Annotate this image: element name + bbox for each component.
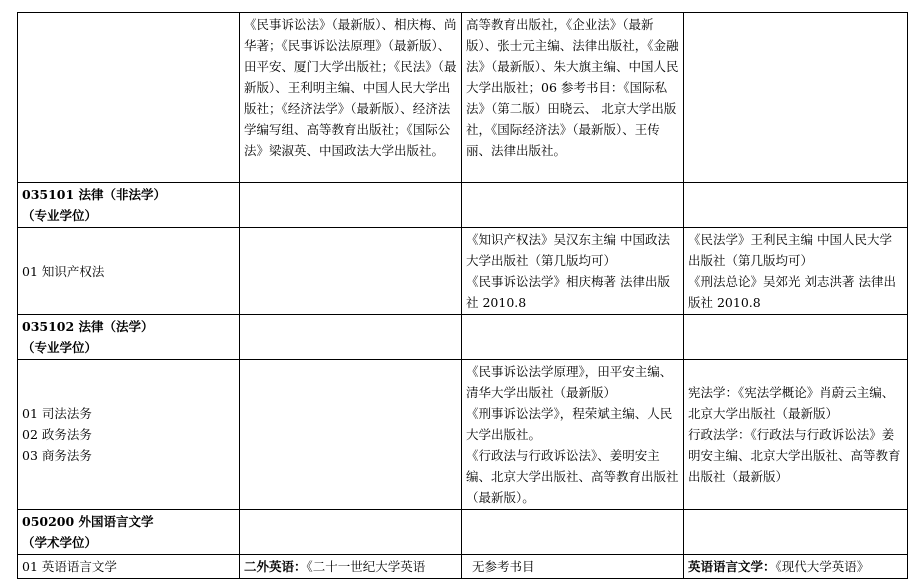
reference-entry: 宪法学：《宪法学概论》肖蔚云主编、北京大学出版社（最新版） (688, 385, 895, 421)
reference-cell (684, 228, 908, 315)
reference-cell (462, 228, 684, 315)
table-row (18, 183, 908, 228)
table-row (18, 360, 908, 510)
direction-item: 03 商务法务 (22, 448, 92, 463)
major-code: 035101 法律（非法学） (22, 187, 167, 202)
research-direction: 01 英语语言文学 (18, 555, 240, 579)
reference-entry: 《民法学》王利民主编 中国人民大学出版社（第几版均可） (688, 232, 892, 268)
reference-entry: 行政法学：《行政法与行政诉讼法》姜明安主编、北京大学出版社、高等教育出版社（最新版） (688, 427, 901, 484)
major-cell (18, 183, 240, 228)
major-code: 035102 法律（法学） (22, 319, 154, 334)
major-cell (18, 13, 240, 183)
table-row (18, 315, 908, 360)
reference-entry: 《行政法与行政诉讼法》、姜明安主编、北京大学出版社、高等教育出版社（最新版）。 (466, 448, 679, 505)
table-row (18, 228, 908, 315)
research-direction (18, 360, 240, 510)
major-code: 050200 外国语言文学 (22, 514, 154, 529)
reference-entry: 《民事诉讼法学原理》，田平安主编、清华大学出版社（最新版） (466, 364, 673, 400)
reference-cell: 无参考书目 (462, 555, 684, 579)
research-direction: 01 知识产权法 (18, 228, 240, 315)
reference-entry: 《二十一世纪大学英语 (306, 559, 426, 574)
table-row (18, 510, 908, 555)
table-row (18, 555, 908, 579)
major-cell (18, 315, 240, 360)
table-row (18, 13, 908, 183)
reference-entry: 《刑法总论》吴郊光 刘志洪著 法律出版社 2010.8 (688, 274, 896, 310)
reference-cell (684, 555, 908, 579)
reference-entry: 《民事诉讼法学》相庆梅著 法律出版社 2010.8 (466, 274, 670, 310)
direction-item: 02 政务法务 (22, 427, 92, 442)
reference-books-table (17, 12, 908, 579)
reference-cell: 《民事诉讼法》（最新版）、相庆梅、尚华著；《民事诉讼法原理》（最新版）、田平安、厦门大学出版社；《民法》（最新版）、王利明主编、中国人民大学出版社；《经济法学》（最新版）、经济法学编写组、高等教育出版社；《国际公法》梁淑英、中国政法大学出版社。 (240, 13, 462, 183)
degree-type: （专业学位） (22, 340, 98, 355)
reference-entry: 《刑事诉讼法学》，程荣斌主编、人民大学出版社。 (466, 406, 673, 442)
degree-type: （专业学位） (22, 208, 98, 223)
degree-type: （学术学位） (22, 535, 98, 550)
reference-cell (240, 555, 462, 579)
direction-item: 01 司法法务 (22, 406, 92, 421)
reference-entry: 《知识产权法》吴汉东主编 中国政法大学出版社（第几版均可） (466, 232, 670, 268)
reference-entry: 《现代大学英语》 (775, 559, 870, 574)
reference-cell (684, 360, 908, 510)
subject-label: 英语语言文学： (688, 559, 776, 574)
major-cell (18, 510, 240, 555)
reference-cell (684, 13, 908, 183)
reference-cell (462, 360, 684, 510)
subject-label: 二外英语： (244, 559, 307, 574)
reference-cell: 高等教育出版社，《企业法》（最新版）、张士元主编、法律出版社，《金融法》（最新版）、朱大旗主编、中国人民大学出版社；06 参考书目：《国际私法》（第二版）田晓云、 北京大学出版社，《国际经济法》（最新版）、王传丽、法律出版社。 (462, 13, 684, 183)
